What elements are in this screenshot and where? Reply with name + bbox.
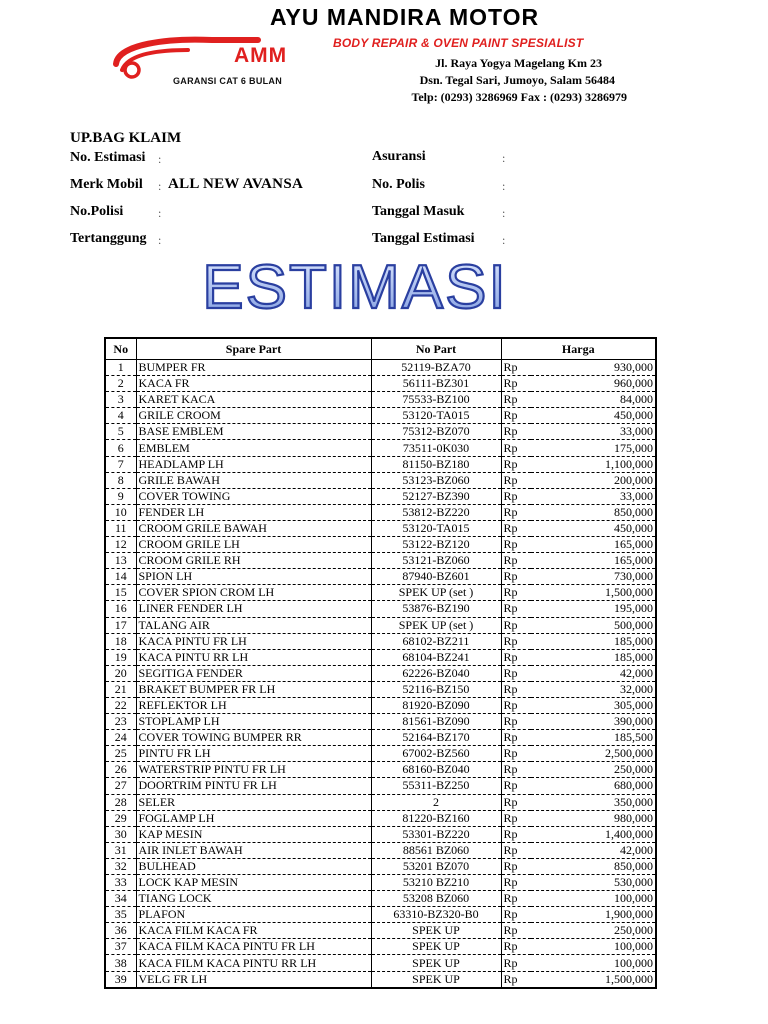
row-number: 27	[105, 778, 136, 794]
row-currency: Rp	[501, 907, 531, 923]
table-row	[105, 617, 656, 633]
row-number: 3	[105, 392, 136, 408]
table-row	[105, 553, 656, 569]
row-spare-part: SEGITIGA FENDER	[136, 665, 371, 681]
row-spare-part: VELG FR LH	[136, 971, 371, 988]
row-price: 530,000	[531, 875, 656, 891]
table-row	[105, 810, 656, 826]
row-number: 29	[105, 810, 136, 826]
row-spare-part: EMBLEM	[136, 440, 371, 456]
row-part-number: 53876-BZ190	[371, 601, 501, 617]
table-row	[105, 826, 656, 842]
row-number: 22	[105, 697, 136, 713]
row-spare-part: FOGLAMP LH	[136, 810, 371, 826]
row-currency: Rp	[501, 569, 531, 585]
row-part-number: SPEK UP (set )	[371, 585, 501, 601]
row-price: 1,500,000	[531, 585, 656, 601]
estimasi-banner	[190, 250, 520, 320]
table-row	[105, 891, 656, 907]
row-spare-part: COVER SPION CROM LH	[136, 585, 371, 601]
row-spare-part: BULHEAD	[136, 858, 371, 874]
row-spare-part: PINTU FR LH	[136, 746, 371, 762]
row-price: 390,000	[531, 714, 656, 730]
row-currency: Rp	[501, 762, 531, 778]
table-row	[105, 778, 656, 794]
table-row	[105, 730, 656, 746]
row-part-number: 75312-BZ070	[371, 424, 501, 440]
row-currency: Rp	[501, 842, 531, 858]
row-part-number: 63310-BZ320-B0	[371, 907, 501, 923]
row-number: 11	[105, 520, 136, 536]
tanggal-estimasi-colon: :	[502, 233, 506, 247]
row-number: 16	[105, 601, 136, 617]
row-currency: Rp	[501, 714, 531, 730]
row-part-number: 52119-BZA70	[371, 360, 501, 376]
row-currency: Rp	[501, 408, 531, 424]
row-currency: Rp	[501, 376, 531, 392]
table-row	[105, 794, 656, 810]
table-row	[105, 649, 656, 665]
row-part-number: 52116-BZ150	[371, 681, 501, 697]
table-row	[105, 842, 656, 858]
row-price: 960,000	[531, 376, 656, 392]
table-header-row	[105, 338, 656, 360]
row-part-number: 73511-0K030	[371, 440, 501, 456]
row-currency: Rp	[501, 746, 531, 762]
header-harga: Harga	[501, 338, 656, 360]
estimasi-banner-text: ESTIMASI	[202, 253, 508, 320]
row-number: 34	[105, 891, 136, 907]
row-price: 450,000	[531, 520, 656, 536]
row-part-number: 53201 BZ070	[371, 858, 501, 874]
table-row	[105, 858, 656, 874]
row-spare-part: LINER FENDER LH	[136, 601, 371, 617]
row-price: 450,000	[531, 408, 656, 424]
row-price: 730,000	[531, 569, 656, 585]
table-row	[105, 504, 656, 520]
company-address-line2: Dsn. Tegal Sari, Jumoyo, Salam 56484	[419, 73, 615, 87]
row-number: 14	[105, 569, 136, 585]
row-price: 305,000	[531, 697, 656, 713]
table-row	[105, 408, 656, 424]
row-currency: Rp	[501, 891, 531, 907]
row-price: 42,000	[531, 665, 656, 681]
table-row	[105, 520, 656, 536]
row-spare-part: BRAKET BUMPER FR LH	[136, 681, 371, 697]
merk-label: Merk Mobil	[70, 177, 143, 192]
row-price: 100,000	[531, 955, 656, 971]
row-currency: Rp	[501, 730, 531, 746]
row-part-number: 53120-TA015	[371, 408, 501, 424]
header-no-part: No Part	[371, 338, 501, 360]
row-price: 32,000	[531, 681, 656, 697]
row-spare-part: KACA FILM KACA FR	[136, 923, 371, 939]
row-part-number: SPEK UP	[371, 955, 501, 971]
row-part-number: 53812-BZ220	[371, 504, 501, 520]
row-currency: Rp	[501, 537, 531, 553]
row-spare-part: CROOM GRILE BAWAH	[136, 520, 371, 536]
row-price: 1,500,000	[531, 971, 656, 988]
table-row	[105, 392, 656, 408]
row-price: 195,000	[531, 601, 656, 617]
logo-subtitle: GARANSI CAT 6 BULAN	[173, 76, 283, 86]
table-row	[105, 762, 656, 778]
row-currency: Rp	[501, 971, 531, 988]
row-part-number: 56111-BZ301	[371, 376, 501, 392]
tanggal-masuk-colon: :	[502, 206, 506, 220]
row-part-number: 53122-BZ120	[371, 537, 501, 553]
row-price: 850,000	[531, 858, 656, 874]
table-row	[105, 875, 656, 891]
row-currency: Rp	[501, 858, 531, 874]
row-currency: Rp	[501, 923, 531, 939]
row-currency: Rp	[501, 504, 531, 520]
row-spare-part: HEADLAMP LH	[136, 456, 371, 472]
tanggal-masuk-label: Tanggal Masuk	[372, 204, 465, 219]
row-spare-part: FENDER LH	[136, 504, 371, 520]
row-spare-part: CROOM GRILE RH	[136, 553, 371, 569]
table-row	[105, 939, 656, 955]
row-number: 15	[105, 585, 136, 601]
row-number: 28	[105, 794, 136, 810]
row-price: 1,900,000	[531, 907, 656, 923]
row-part-number: 67002-BZ560	[371, 746, 501, 762]
table-row	[105, 714, 656, 730]
row-part-number: 81220-BZ160	[371, 810, 501, 826]
row-part-number: 81150-BZ180	[371, 456, 501, 472]
row-part-number: 53301-BZ220	[371, 826, 501, 842]
row-spare-part: KACA FILM KACA PINTU FR LH	[136, 939, 371, 955]
merk-colon: :	[158, 179, 162, 193]
row-spare-part: BASE EMBLEM	[136, 424, 371, 440]
row-spare-part: BUMPER FR	[136, 360, 371, 376]
row-currency: Rp	[501, 810, 531, 826]
polis-colon: :	[502, 179, 506, 193]
logo-text: AMM	[234, 44, 288, 67]
row-spare-part: STOPLAMP LH	[136, 714, 371, 730]
row-currency: Rp	[501, 939, 531, 955]
row-spare-part: AIR INLET BAWAH	[136, 842, 371, 858]
row-number: 5	[105, 424, 136, 440]
estimasi-label: No. Estimasi	[70, 150, 146, 165]
row-currency: Rp	[501, 553, 531, 569]
table-row	[105, 633, 656, 649]
table-row	[105, 697, 656, 713]
row-price: 1,100,000	[531, 456, 656, 472]
table-row	[105, 585, 656, 601]
row-number: 26	[105, 762, 136, 778]
row-currency: Rp	[501, 520, 531, 536]
tertanggung-colon: :	[158, 233, 162, 247]
row-currency: Rp	[501, 488, 531, 504]
row-number: 21	[105, 681, 136, 697]
row-spare-part: COVER TOWING	[136, 488, 371, 504]
row-spare-part: CROOM GRILE LH	[136, 537, 371, 553]
table-row	[105, 907, 656, 923]
table-row	[105, 923, 656, 939]
estimasi-colon: :	[158, 152, 162, 166]
row-spare-part: KAP MESIN	[136, 826, 371, 842]
company-tagline: BODY REPAIR & OVEN PAINT SPESIALIST	[333, 36, 584, 50]
row-spare-part: SELER	[136, 794, 371, 810]
table-row	[105, 360, 656, 376]
row-currency: Rp	[501, 875, 531, 891]
row-spare-part: TALANG AIR	[136, 617, 371, 633]
row-price: 680,000	[531, 778, 656, 794]
row-part-number: 68104-BZ241	[371, 649, 501, 665]
row-number: 10	[105, 504, 136, 520]
row-part-number: SPEK UP	[371, 923, 501, 939]
row-price: 185,500	[531, 730, 656, 746]
row-number: 2	[105, 376, 136, 392]
row-spare-part: TIANG LOCK	[136, 891, 371, 907]
row-currency: Rp	[501, 617, 531, 633]
nopol-colon: :	[158, 206, 162, 220]
row-spare-part: KACA FR	[136, 376, 371, 392]
row-number: 18	[105, 633, 136, 649]
row-price: 850,000	[531, 504, 656, 520]
row-price: 175,000	[531, 440, 656, 456]
header-no: No	[105, 338, 136, 360]
row-currency: Rp	[501, 360, 531, 376]
row-price: 100,000	[531, 891, 656, 907]
row-part-number: 75533-BZ100	[371, 392, 501, 408]
row-number: 23	[105, 714, 136, 730]
row-currency: Rp	[501, 424, 531, 440]
row-number: 39	[105, 971, 136, 988]
row-number: 24	[105, 730, 136, 746]
row-spare-part: GRILE CROOM	[136, 408, 371, 424]
row-currency: Rp	[501, 778, 531, 794]
row-currency: Rp	[501, 665, 531, 681]
row-price: 980,000	[531, 810, 656, 826]
row-number: 19	[105, 649, 136, 665]
row-spare-part: KACA PINTU FR LH	[136, 633, 371, 649]
row-number: 4	[105, 408, 136, 424]
row-spare-part: REFLEKTOR LH	[136, 697, 371, 713]
row-part-number: 53123-BZ060	[371, 472, 501, 488]
row-price: 200,000	[531, 472, 656, 488]
row-part-number: 52127-BZ390	[371, 488, 501, 504]
table-row	[105, 488, 656, 504]
recipient: UP.BAG KLAIM	[70, 130, 182, 146]
row-number: 6	[105, 440, 136, 456]
row-currency: Rp	[501, 472, 531, 488]
table-row	[105, 472, 656, 488]
row-number: 36	[105, 923, 136, 939]
table-row	[105, 971, 656, 988]
row-spare-part: KARET KACA	[136, 392, 371, 408]
row-price: 250,000	[531, 923, 656, 939]
row-price: 250,000	[531, 762, 656, 778]
table-row	[105, 681, 656, 697]
asuransi-colon: :	[502, 151, 506, 165]
table-row	[105, 537, 656, 553]
row-price: 1,400,000	[531, 826, 656, 842]
row-price: 500,000	[531, 617, 656, 633]
row-number: 1	[105, 360, 136, 376]
row-part-number: 68102-BZ211	[371, 633, 501, 649]
row-part-number: 62226-BZ040	[371, 665, 501, 681]
row-part-number: 88561 BZ060	[371, 842, 501, 858]
row-number: 33	[105, 875, 136, 891]
row-price: 33,000	[531, 424, 656, 440]
row-currency: Rp	[501, 649, 531, 665]
row-currency: Rp	[501, 955, 531, 971]
row-price: 185,000	[531, 649, 656, 665]
row-number: 38	[105, 955, 136, 971]
row-number: 13	[105, 553, 136, 569]
polis-label: No. Polis	[372, 177, 425, 192]
row-currency: Rp	[501, 681, 531, 697]
row-spare-part: WATERSTRIP PINTU FR LH	[136, 762, 371, 778]
row-number: 17	[105, 617, 136, 633]
row-spare-part: KACA PINTU RR LH	[136, 649, 371, 665]
row-number: 30	[105, 826, 136, 842]
row-spare-part: GRILE BAWAH	[136, 472, 371, 488]
row-currency: Rp	[501, 794, 531, 810]
row-number: 20	[105, 665, 136, 681]
row-currency: Rp	[501, 633, 531, 649]
tanggal-estimasi-label: Tanggal Estimasi	[372, 231, 475, 246]
row-part-number: 87940-BZ601	[371, 569, 501, 585]
row-part-number: 55311-BZ250	[371, 778, 501, 794]
row-number: 9	[105, 488, 136, 504]
table-row	[105, 955, 656, 971]
row-part-number: 81920-BZ090	[371, 697, 501, 713]
row-price: 2,500,000	[531, 746, 656, 762]
row-number: 32	[105, 858, 136, 874]
row-spare-part: COVER TOWING BUMPER RR	[136, 730, 371, 746]
row-currency: Rp	[501, 585, 531, 601]
row-price: 33,000	[531, 488, 656, 504]
row-number: 7	[105, 456, 136, 472]
row-spare-part: DOORTRIM PINTU FR LH	[136, 778, 371, 794]
row-currency: Rp	[501, 440, 531, 456]
row-part-number: SPEK UP	[371, 971, 501, 988]
row-price: 42,000	[531, 842, 656, 858]
row-number: 35	[105, 907, 136, 923]
row-currency: Rp	[501, 601, 531, 617]
row-price: 100,000	[531, 939, 656, 955]
row-part-number: 53120-TA015	[371, 520, 501, 536]
tertanggung-label: Tertanggung	[70, 231, 147, 246]
row-price: 185,000	[531, 633, 656, 649]
row-part-number: 81561-BZ090	[371, 714, 501, 730]
row-part-number: SPEK UP	[371, 939, 501, 955]
company-phone: Telp: (0293) 3286969 Fax : (0293) 3286979	[411, 90, 627, 104]
row-number: 12	[105, 537, 136, 553]
row-part-number: 53121-BZ060	[371, 553, 501, 569]
row-currency: Rp	[501, 826, 531, 842]
row-part-number: 53210 BZ210	[371, 875, 501, 891]
asuransi-label: Asuransi	[372, 149, 426, 164]
header-spare-part: Spare Part	[136, 338, 371, 360]
company-name: AYU MANDIRA MOTOR	[270, 4, 540, 30]
row-number: 31	[105, 842, 136, 858]
row-price: 930,000	[531, 360, 656, 376]
row-part-number: SPEK UP (set )	[371, 617, 501, 633]
table-row	[105, 440, 656, 456]
row-price: 165,000	[531, 537, 656, 553]
row-number: 8	[105, 472, 136, 488]
estimate-table	[104, 337, 657, 989]
row-currency: Rp	[501, 392, 531, 408]
company-address-line1: Jl. Raya Yogya Magelang Km 23	[435, 56, 602, 70]
row-spare-part: KACA FILM KACA PINTU RR LH	[136, 955, 371, 971]
table-row	[105, 424, 656, 440]
row-part-number: 52164-BZ170	[371, 730, 501, 746]
nopol-label: No.Polisi	[70, 204, 124, 219]
row-spare-part: PLAFON	[136, 907, 371, 923]
row-currency: Rp	[501, 697, 531, 713]
row-price: 84,000	[531, 392, 656, 408]
row-price: 350,000	[531, 794, 656, 810]
table-row	[105, 569, 656, 585]
row-price: 165,000	[531, 553, 656, 569]
table-row	[105, 376, 656, 392]
row-number: 25	[105, 746, 136, 762]
row-number: 37	[105, 939, 136, 955]
row-part-number: 2	[371, 794, 501, 810]
merk-value: ALL NEW AVANSA	[168, 176, 304, 192]
table-row	[105, 746, 656, 762]
row-currency: Rp	[501, 456, 531, 472]
table-row	[105, 601, 656, 617]
table-row	[105, 665, 656, 681]
table-row	[105, 456, 656, 472]
row-spare-part: SPION LH	[136, 569, 371, 585]
row-spare-part: LOCK KAP MESIN	[136, 875, 371, 891]
row-part-number: 68160-BZ040	[371, 762, 501, 778]
row-part-number: 53208 BZ060	[371, 891, 501, 907]
